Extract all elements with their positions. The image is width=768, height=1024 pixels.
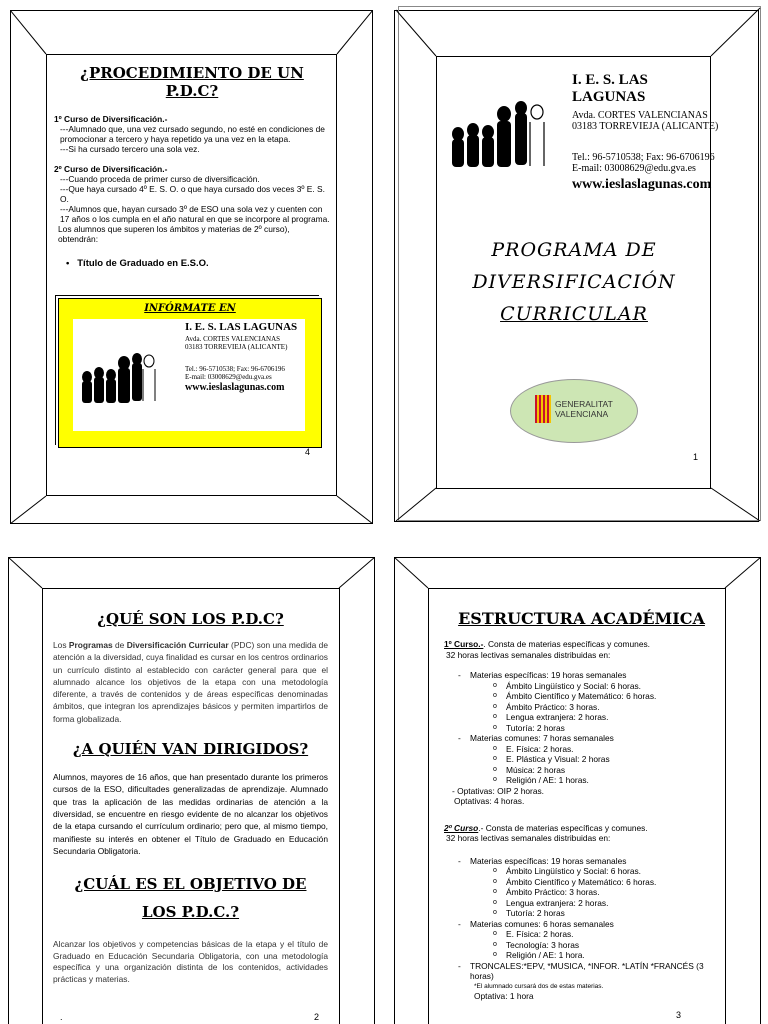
page-number: 1	[693, 452, 699, 462]
cover-title-line: DIVERSIFICACIÓN	[472, 271, 676, 293]
bullet-item: • Título de Graduado en E.S.O.	[66, 258, 209, 269]
paragraph: ---Que haya cursado 4º E. S. O. o que haya cursado dos veces 3º E. S. O.	[60, 184, 325, 204]
school-name: I. E. S. LAS LAGUNAS	[572, 72, 648, 105]
paragraph: ---Alumnado que, una vez cursado segundo, no esté en condiciones de promocionar a tercero y haya repetido ya una vez en la etapa.	[60, 124, 325, 144]
list-item: o Ámbito Lingüístico y Social: 6 horas.	[444, 866, 719, 877]
list-item: o Lengua extranjera: 2 horas.	[444, 898, 719, 909]
generalitat-emblem-icon	[535, 395, 551, 423]
dot: .	[60, 1012, 63, 1022]
students-silhouette-icon	[446, 94, 548, 174]
logo-text: GENERALITAT	[555, 399, 613, 409]
school-card	[73, 319, 305, 431]
paragraph: Alumnos, mayores de 16 años, que han presentado durante los primeros cursos de la ESO, dificultades generalizadas de aprendizaje. Alumnado que tras la aplicación de las medidas ordinarias de atención a la diversidad, se encuentre en riesgo evidente de no alcanzar los objetivos de la etapa cursando el currículum ordinario; pero que, al mismo tiempo, manifieste su interés en obtener el Título de Graduado en Educación Secundaria Obligatoria.	[53, 772, 328, 856]
students-silhouette-icon	[77, 347, 157, 409]
list-item: o Música: 2 horas	[444, 765, 719, 776]
school-address: Avda. CORTES VALENCIANAS	[185, 335, 281, 343]
footnote: *El alumnado cursará dos de estas materias.	[474, 982, 604, 990]
paragraph: ---Cuando proceda de primer curso de diversificación.	[60, 174, 260, 184]
list-item: o E. Física: 2 horas.	[444, 744, 719, 755]
list-item: o Ámbito Práctico: 3 horas.	[444, 887, 719, 898]
school-address: 03183 TORREVIEJA (ALICANTE)	[185, 343, 288, 351]
course-2-list	[444, 856, 719, 961]
school-address: 03183 TORREVIEJA (ALICANTE)	[572, 121, 719, 132]
section-title: ESTRUCTURA ACADÉMICA	[458, 609, 705, 628]
course-1-list	[444, 670, 719, 786]
school-address: Avda. CORTES VALENCIANAS	[572, 110, 708, 121]
list-item: Optativas: 4 horas.	[454, 796, 525, 806]
list-item: - Materias comunes: 6 horas semanales	[444, 919, 719, 930]
logo-text: VALENCIANA	[555, 409, 609, 419]
school-website: www.ieslaslagunas.com	[185, 382, 285, 393]
course-heading: 1º Curso.-. Consta de materias específicas y comunes.	[444, 639, 651, 649]
panel-procedimiento	[10, 10, 373, 524]
list-item: - Materias específicas: 19 horas semanales	[444, 856, 719, 867]
school-phone: Tel.: 96-5710538; Fax: 96-6706196	[572, 152, 715, 163]
list-item: - Materias comunes: 7 horas semanales	[444, 733, 719, 744]
cover-title	[444, 234, 704, 330]
school-email: E-mail: 03008629@edu.gva.es	[572, 163, 696, 174]
school-email: E-mail: 03008629@edu.gva.es	[185, 373, 272, 381]
list-item: o E. Física: 2 horas.	[444, 929, 719, 940]
cover-title-line: PROGRAMA DE	[491, 239, 657, 261]
school-name: I. E. S. LAS LAGUNAS	[185, 321, 298, 333]
list-item: o Ámbito Práctico: 3 horas.	[444, 702, 719, 713]
section-heading: 2º Curso de Diversificación.-	[54, 164, 168, 174]
section-title: LOS P.D.C.?	[141, 903, 240, 922]
paragraph: Los Programas de Diversificación Curricular (PDC) son una medida de atención a la diversidad, cuya finalidad es cursar en los centros ordinarios un currículo distinto al establecido con carácter general para que el alumnado alcance los objetivos de la etapa con una metodología diferente, a través de contenidos y de áreas específicas denominadas ámbitos, que integran los aprendizajes básicos y permiten impartirlos de forma globalizada.	[53, 640, 329, 724]
paragraph: Alcanzar los objetivos y competencias básicas de la etapa y el título de Graduado en Educación Secundaria Obligatoria, con una metodología específica y una organización distinta de los contenidos, actividades prácticas y materias.	[53, 939, 328, 984]
page-number: 2	[314, 1012, 320, 1022]
paragraph: ---Si ha cursado tercero una sola vez.	[60, 144, 200, 154]
list-item: o Tutoría: 2 horas	[444, 723, 719, 734]
panel-cover	[394, 6, 762, 524]
list-item: o E. Plástica y Visual: 2 horas	[444, 754, 719, 765]
list-item: o Religión / AE: 1 hora.	[444, 950, 719, 961]
school-website: www.ieslaslagunas.com	[572, 177, 712, 192]
list-item: Optativa: 1 hora	[474, 990, 534, 1001]
page-number: 3	[676, 1010, 682, 1020]
list-item: o Lengua extranjera: 2 horas.	[444, 712, 719, 723]
page-title: ¿PROCEDIMIENTO DE UN P.D.C?	[80, 64, 304, 100]
generalitat-logo	[510, 379, 638, 443]
bullet-dot-icon: •	[66, 258, 78, 269]
list-item: - TRONCALES:*EPV, *MUSICA, *INFOR. *LATÍN *FRANCÉS (3 horas)	[444, 961, 719, 982]
section-title: ¿QUÉ SON LOS P.D.C?	[97, 610, 284, 628]
list-item: o Tecnología: 3 horas	[444, 940, 719, 951]
section-title: ¿CUÁL ES EL OBJETIVO DE	[74, 875, 307, 894]
info-box	[58, 298, 322, 448]
page-number: 4	[305, 447, 311, 457]
cover-title-line: CURRICULAR	[500, 303, 648, 325]
list-item: o Ámbito Científico y Matemático: 6 horas.	[444, 877, 719, 888]
section-title: ¿A QUIÉN VAN DIRIGIDOS?	[72, 740, 309, 759]
school-phone: Tel.: 96-5710538; Fax: 96-6706196	[185, 365, 285, 373]
list-item: o Ámbito Científico y Matemático: 6 horas.	[444, 691, 719, 702]
course-heading: 2º Curso.- Consta de materias específicas y comunes.	[444, 822, 648, 833]
paragraph: 32 horas lectivas semanales distribuidas en:	[446, 833, 611, 843]
panel-que-son	[8, 557, 375, 1024]
list-item: o Tutoría: 2 horas	[444, 908, 719, 919]
paragraph: ---Alumnos que, hayan cursado 3º de ESO una sola vez y cuenten con 17 años o los cumpla en el año natural en que se incorpore al programa.	[60, 204, 330, 224]
list-item: o Ámbito Lingüístico y Social: 6 horas.	[444, 681, 719, 692]
info-heading: INFÓRMATE EN	[144, 303, 236, 314]
panel-estructura	[394, 557, 761, 1024]
section-heading: 1º Curso de Diversificación.-	[54, 114, 168, 124]
paragraph: 32 horas lectivas semanales distribuidas en:	[446, 649, 611, 660]
list-item: - Optativas: OIP 2 horas.	[452, 785, 545, 796]
list-item: - Materias específicas: 19 horas semanales	[444, 670, 719, 681]
list-item: o Religión / AE: 1 horas.	[444, 775, 719, 786]
paragraph: Los alumnos que superen los ámbitos y materias de 2º curso), obtendrán:	[58, 224, 290, 244]
